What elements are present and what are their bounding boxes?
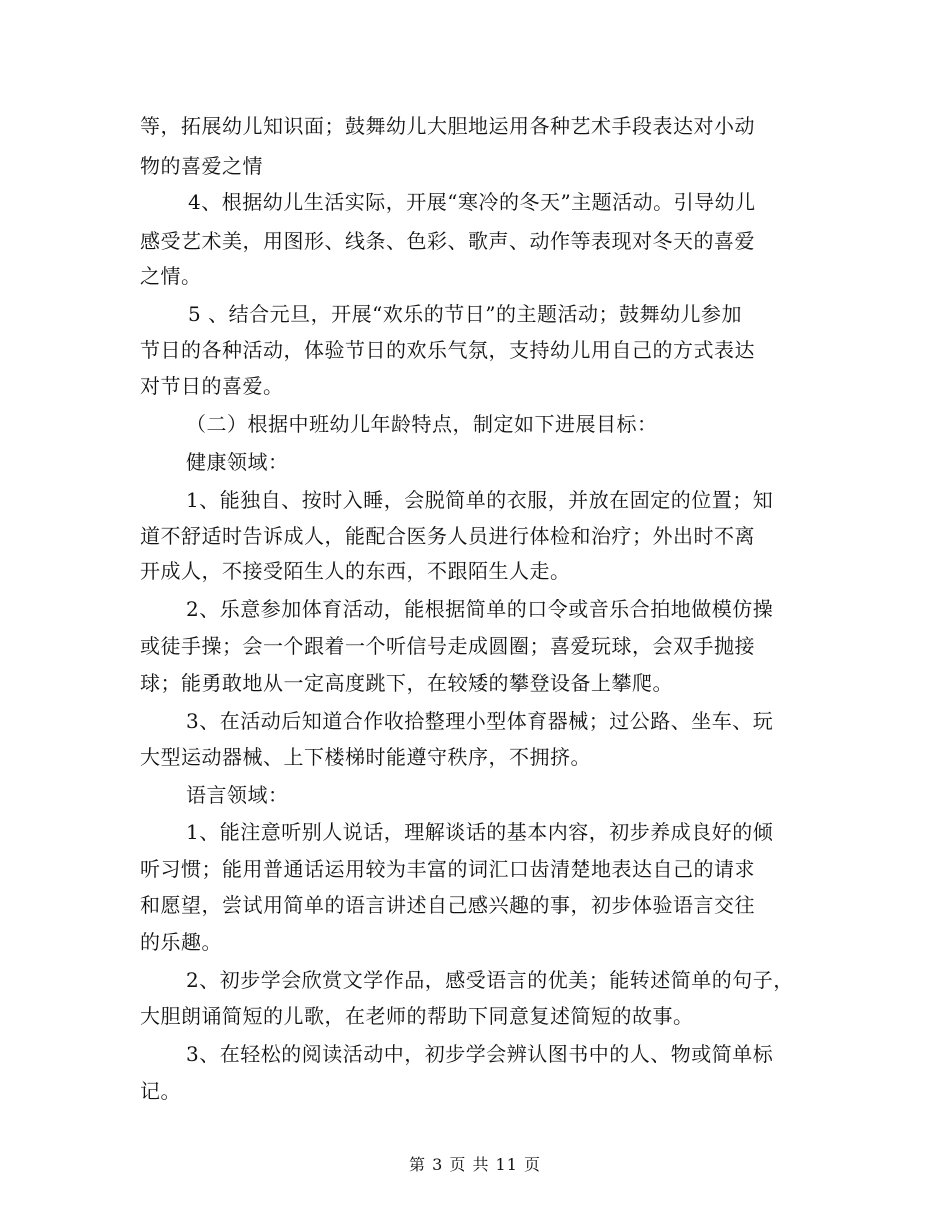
section-heading: 语言领域： <box>186 783 289 807</box>
page-footer: 第 3 页 共 11 页 <box>409 1155 541 1174</box>
paragraph-line: 道不舒适时告诉成人，能配合医务人员进行体检和治疗；外出时不离 <box>140 524 755 548</box>
paragraph-line: 和愿望，尝试用简单的语言讲述自己感兴趣的事，初步体验语言交往 <box>140 893 755 917</box>
paragraph-line: 大胆朗诵简短的儿歌，在老师的帮助下同意复述简短的故事。 <box>140 1004 694 1028</box>
section-heading: （二）根据中班幼儿年龄特点，制定如下进展目标： <box>186 412 658 436</box>
paragraph-line: 大型运动器械、上下楼梯时能遵守秩序，不拥挤。 <box>140 745 591 769</box>
paragraph-line: 球；能勇敢地从一定高度跳下，在较矮的攀登设备上攀爬。 <box>140 671 673 695</box>
paragraph-line: 3、在活动后知道合作收拾整理小型体育器械；过公路、坐车、玩 <box>186 709 774 733</box>
paragraph-line: 1、能注意听别人说话，理解谈话的基本内容，初步养成良好的倾 <box>186 820 774 844</box>
paragraph-line: 听习惯；能用普通话运用较为丰富的词汇口齿清楚地表达自己的请求 <box>140 857 755 881</box>
paragraph-line: 2、乐意参加体育活动，能根据简单的口令或音乐合拍地做模仿操 <box>186 597 774 621</box>
paragraph-line: 或徒手操；会一个跟着一个听信号走成圆圈；喜爱玩球，会双手抛接 <box>140 634 755 658</box>
paragraph-line: 物的喜爱之情 <box>140 154 263 178</box>
paragraph-line: 开成人，不接受陌生人的东西，不跟陌生人走。 <box>140 559 571 583</box>
paragraph-line: 4、根据幼儿生活实际，开展“寒冷的冬天”主题活动。引导幼儿 <box>188 190 756 214</box>
paragraph-line: 1、能独自、按时入睡，会脱简单的衣服，并放在固定的位置；知 <box>186 488 774 512</box>
section-heading: 健康领域： <box>186 450 289 474</box>
paragraph-line: 等，拓展幼儿知识面；鼓舞幼儿大胆地运用各种艺术手段表达对小动 <box>140 114 755 138</box>
paragraph-line: 之情。 <box>140 264 202 288</box>
paragraph-line: 5 、结合元旦，开展“欢乐的节日”的主题活动；鼓舞幼儿参加 <box>188 302 743 326</box>
paragraph-line: 对节日的喜爱。 <box>140 374 284 398</box>
paragraph-line: 2、初步学会欣赏文学作品，感受语言的优美；能转述简单的句子， <box>186 968 794 992</box>
paragraph-line: 感受艺术美，用图形、线条、色彩、歌声、动作等表现对冬天的喜爱 <box>140 229 755 253</box>
paragraph-line: 的乐趣。 <box>140 930 222 954</box>
paragraph-line: 记。 <box>140 1079 181 1103</box>
paragraph-line: 节日的各种活动，体验节日的欢乐气氛，支持幼儿用自己的方式表达 <box>140 338 755 362</box>
paragraph-line: 3、在轻松的阅读活动中，初步学会辨认图书中的人、物或简单标 <box>186 1042 774 1066</box>
